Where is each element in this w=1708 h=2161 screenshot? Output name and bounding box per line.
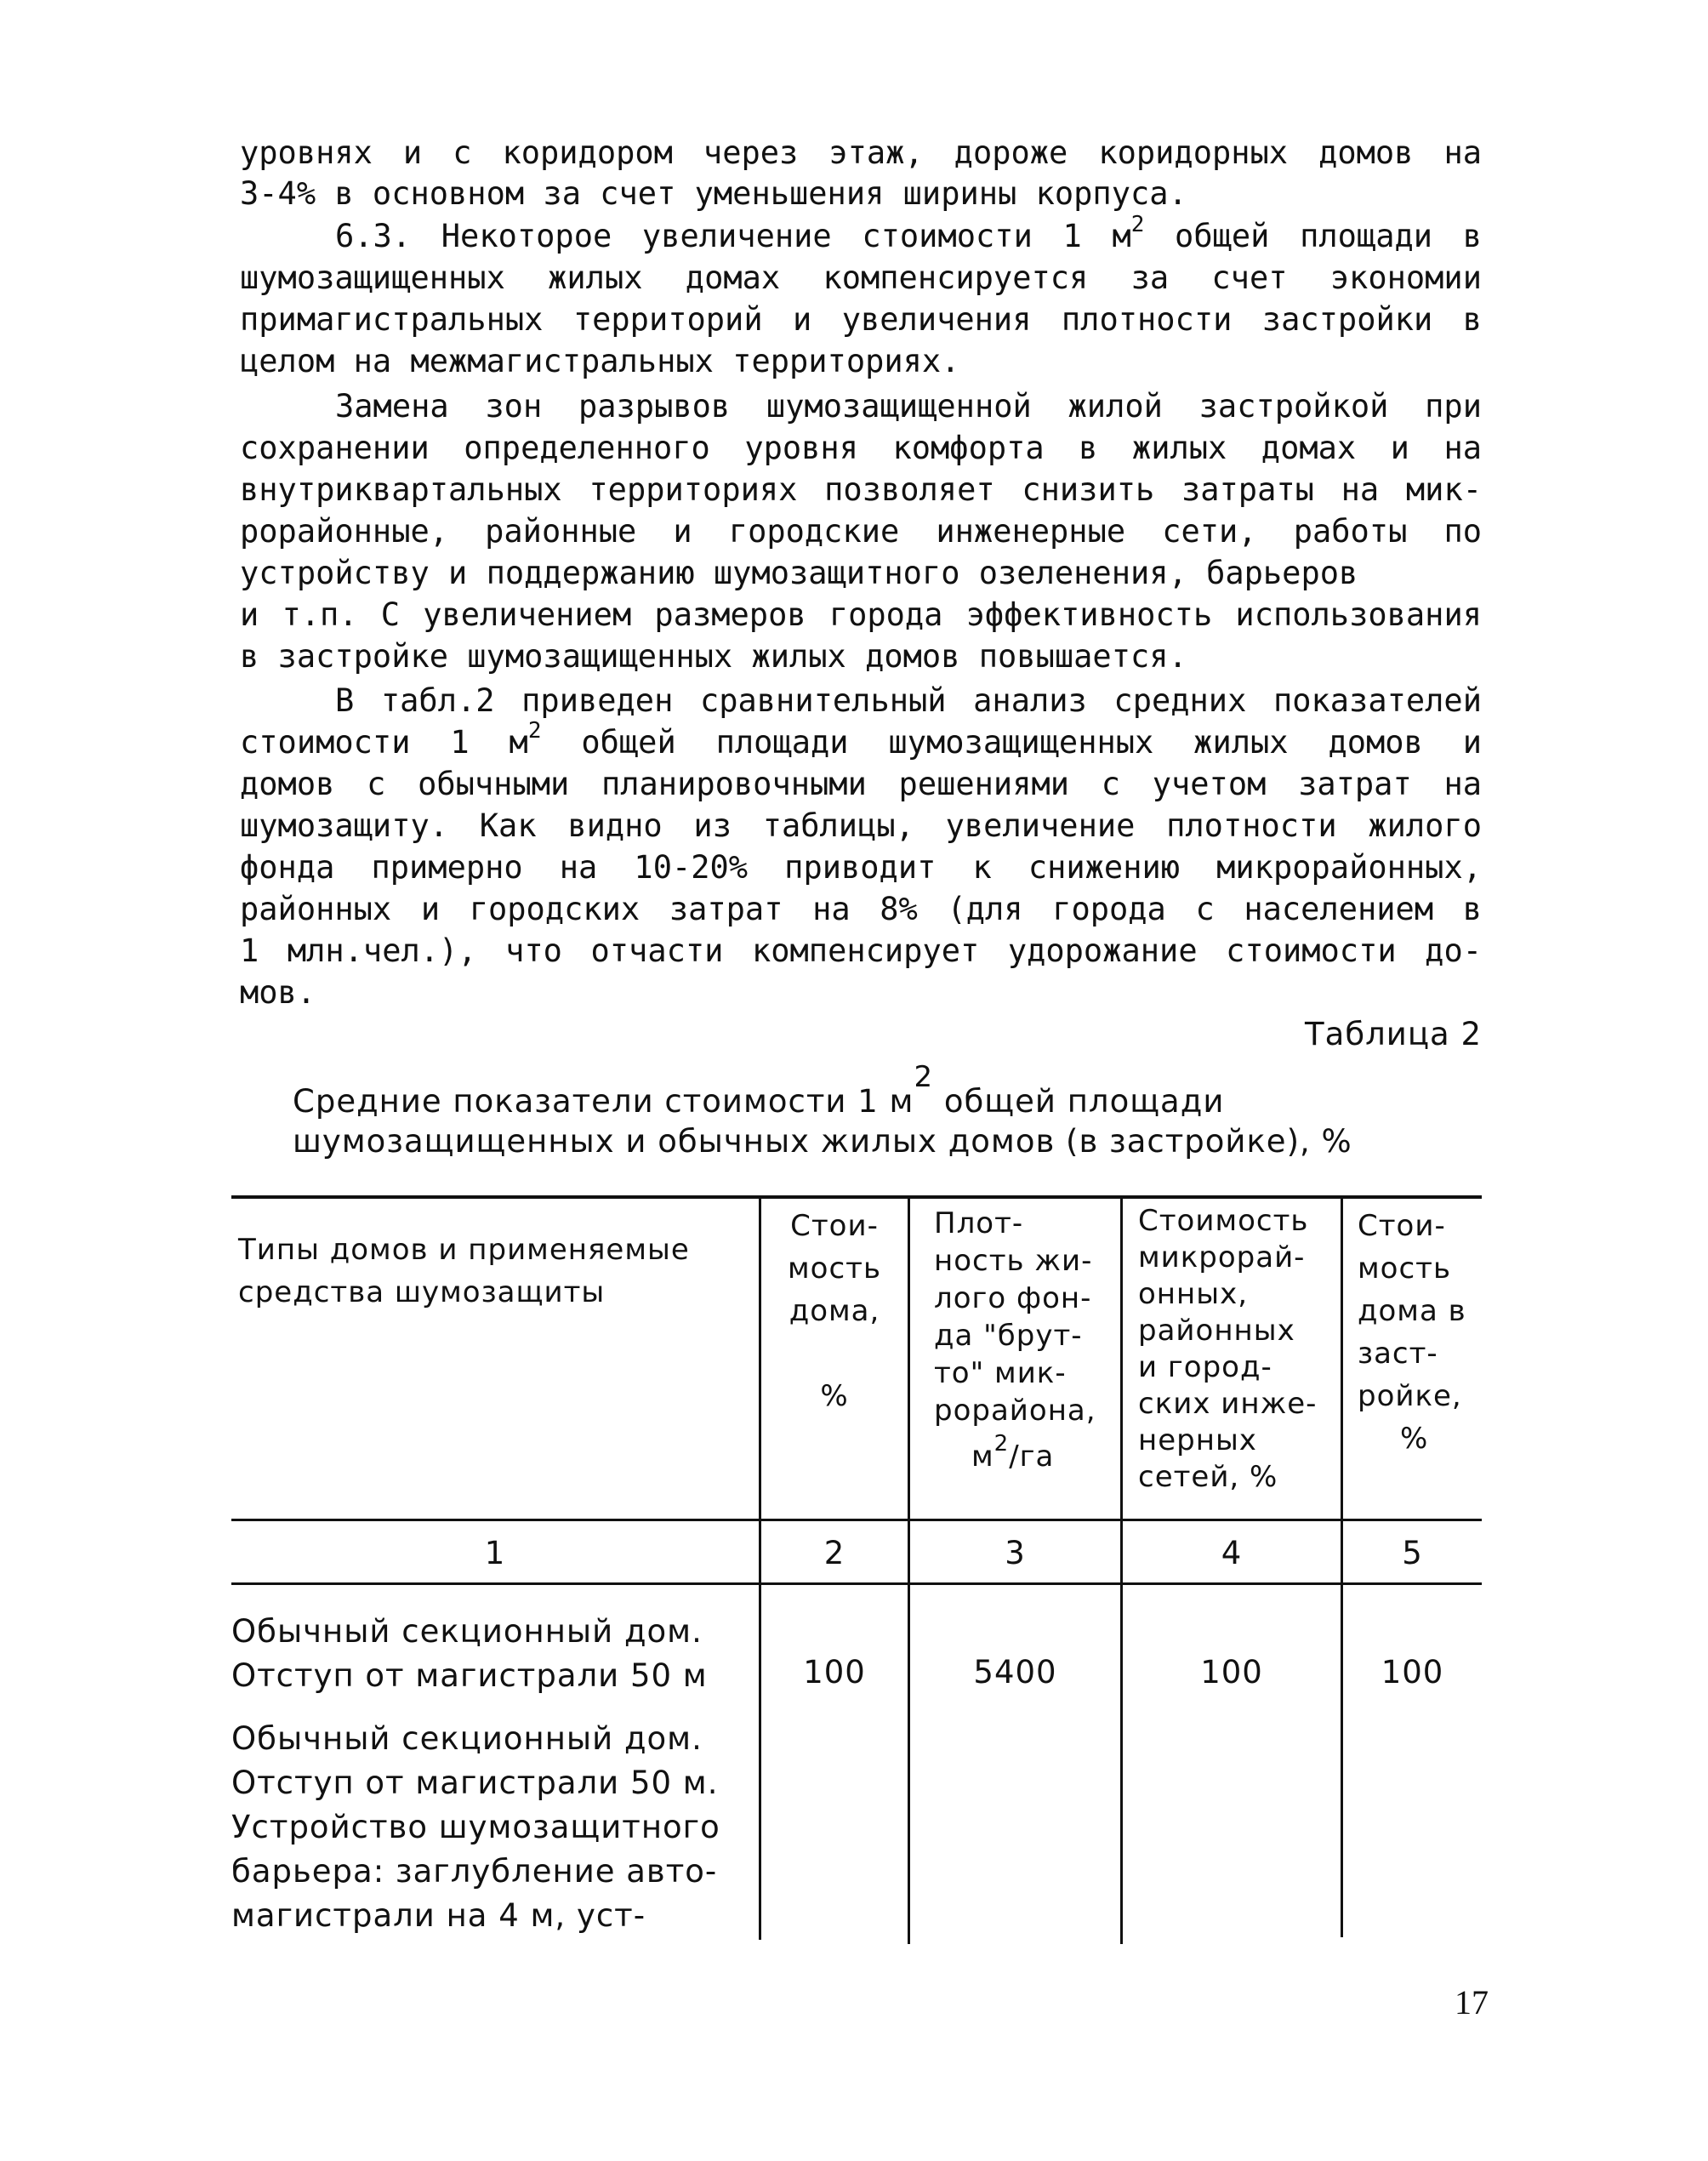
- header-line: то" мик-: [934, 1356, 1067, 1390]
- text-line: домов с обычными планировочными решениями с учетом затрат на: [240, 766, 1482, 802]
- header-line: и город-: [1138, 1350, 1272, 1384]
- row-type-line: Обычный секционный дом.: [231, 1720, 703, 1757]
- text-line: Замена зон разрывов шумозащищенной жилой застройкой при: [335, 388, 1482, 425]
- table-row: [231, 1717, 720, 1938]
- row-type-line: барьера: заглубление авто-: [231, 1853, 718, 1890]
- text-line: внутриквартальных территориях позволяет снизить затраты на мик-: [240, 471, 1482, 508]
- column-header-networks: [1138, 1203, 1317, 1496]
- header-line: рорайона,: [934, 1394, 1096, 1428]
- column-header-type: [238, 1229, 690, 1314]
- table-row: [231, 1610, 708, 1698]
- header-line: %: [1400, 1422, 1429, 1456]
- text-line: устройству и поддержанию шумозащитного озеленения, барьеров: [240, 555, 1358, 591]
- table-numbers-rule: [231, 1582, 1482, 1585]
- row-type-line: магистрали на 4 м, уст-: [231, 1897, 646, 1934]
- column-number: 3: [1005, 1535, 1026, 1571]
- header-line: да "брут-: [934, 1319, 1083, 1353]
- table-label: Таблица 2: [1305, 1016, 1482, 1052]
- header-line: заст-: [1358, 1337, 1438, 1371]
- header-line: средства шумозащиты: [238, 1275, 606, 1309]
- column-number: 1: [484, 1535, 506, 1571]
- header-line: дома в: [1358, 1294, 1466, 1328]
- table-caption: Средние показатели стоимости 1 $м^2$ общей площади: [293, 1060, 1225, 1120]
- header-line: Плот-: [934, 1206, 1024, 1240]
- header-line: %: [820, 1379, 849, 1413]
- cost-value: 100: [803, 1654, 866, 1691]
- text-line: 1 млн.чел.), что отчасти компенсирует удорожание стоимости до-: [240, 932, 1482, 969]
- row-type-line: Обычный секционный дом.: [231, 1613, 703, 1650]
- header-line: Стоимость: [1138, 1204, 1309, 1238]
- header-line: онных,: [1138, 1277, 1249, 1311]
- text-line: стоимости 1 $м^2$ общей площади шумозащищенных жилых домов и: [240, 718, 1482, 761]
- header-line: нерных: [1138, 1423, 1257, 1457]
- networks-value: 100: [1200, 1654, 1263, 1691]
- text-line: в застройке шумозащищенных жилых домов повышается.: [240, 638, 1187, 675]
- text-line: шумозащищенных жилых домах компенсируется за счет экономии: [240, 259, 1482, 296]
- header-line: мость: [1358, 1252, 1451, 1286]
- header-line: сетей, %: [1138, 1460, 1278, 1494]
- text-line: и т.п. С увеличением размеров города эффективность использования: [240, 596, 1482, 633]
- column-number: 2: [823, 1535, 845, 1571]
- header-line: $м^2/га$: [971, 1431, 1055, 1474]
- text-line: 3-4% в основном за счет уменьшения ширины корпуса.: [240, 175, 1187, 212]
- text-line: В табл.2 приведен сравнительный анализ средних показателей: [335, 682, 1482, 719]
- row-type-line: Отступ от магистрали 50 м: [231, 1657, 708, 1694]
- text-line: шумозащиту. Как видно из таблицы, увеличение плотности жилого: [240, 807, 1482, 844]
- column-header-cost: [761, 1205, 908, 1417]
- column-number: 5: [1402, 1535, 1423, 1571]
- text-line: примагистральных территорий и увеличения плотности застройки в: [240, 301, 1482, 338]
- header-line: дома,: [789, 1294, 880, 1328]
- header-line: лого фон-: [934, 1281, 1092, 1315]
- density-value: 5400: [973, 1654, 1057, 1691]
- header-line: Стои-: [1358, 1209, 1446, 1243]
- header-line: мость: [788, 1252, 881, 1286]
- text-line: целом на межмагистральных территориях.: [240, 343, 960, 379]
- cost-in-development-value: 100: [1381, 1654, 1444, 1691]
- page-number: 17: [1455, 1983, 1489, 2021]
- text-line: сохранении определенного уровня комфорта в жилых домах и на: [240, 430, 1482, 466]
- text-line: районных и городских затрат на 8% (для города с населением в: [240, 891, 1482, 927]
- column-number: 4: [1221, 1535, 1243, 1571]
- row-type-line: Устройство шумозащитного: [231, 1809, 720, 1845]
- header-line: ройке,: [1358, 1379, 1462, 1413]
- column-header-cost-in-development: [1358, 1205, 1466, 1460]
- header-line: [761, 1332, 908, 1375]
- column-header-density: [934, 1205, 1096, 1475]
- header-line: Типы домов и применяемые: [238, 1233, 690, 1267]
- header-line: ских инже-: [1138, 1387, 1318, 1421]
- header-line: ность жи-: [934, 1244, 1093, 1278]
- header-line: Стои-: [790, 1209, 879, 1243]
- text-line: 6.3. Некоторое увеличение стоимости 1 $м^2$ общей площади в: [335, 212, 1482, 254]
- table-caption: шумозащищенных и обычных жилых домов (в застройке), %: [293, 1123, 1352, 1160]
- text-line: уровнях и с коридором через этаж, дороже коридорных домов на: [240, 134, 1482, 171]
- row-type-line: Отступ от магистрали 50 м.: [231, 1765, 719, 1801]
- text-line: рорайонные, районные и городские инженерные сети, работы по: [240, 513, 1482, 550]
- header-line: микрорай-: [1138, 1240, 1306, 1274]
- text-line: мов.: [240, 974, 316, 1011]
- header-line: районных: [1138, 1314, 1295, 1348]
- table-header-rule: [231, 1519, 1482, 1521]
- table-top-rule: [231, 1195, 1482, 1199]
- text-line: фонда примерно на 10-20% приводит к снижению микрорайонных,: [240, 849, 1482, 886]
